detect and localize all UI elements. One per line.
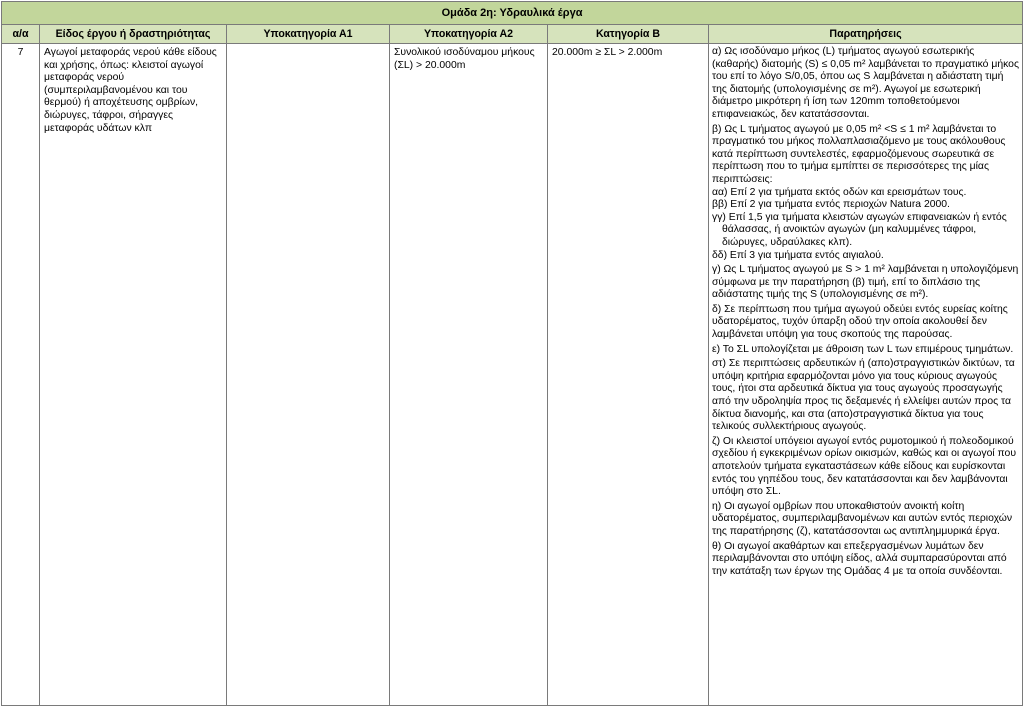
header-notes: Παρατηρήσεις: [709, 25, 1023, 44]
classification-table: [1, 1, 1023, 706]
header-subcategory-a2: Υποκατηγορία Α2: [390, 25, 548, 44]
header-project-type: Είδος έργου ή δραστηριότητας: [40, 25, 227, 44]
note-c: γ) Ως L τμήματος αγωγού με S > 1 m² λαμβάνεται η υπολογιζόμενη σύμφωνα με την παρατήρηση (β) τιμή, επί το διπλάσιο της αδιάστατης τιμής της S (υπολογισμένης σε m²).: [712, 264, 1019, 301]
note-b: β) Ως L τμήματος αγωγού με 0,05 m² <S ≤ 1 m² λαμβάνεται το πραγματικό του μήκος πολλαπλασιαζόμενο με τους ακόλουθους κατά περίπτωση συντελεστές, εφαρμοζόμενους σωρευτικά σε περίπτωση που το τμήμα εμπίπτει σε περισσότερες της μίας περιπτώσεις:: [712, 123, 1006, 185]
subcategory-a2-text: Συνολικού ισοδύναμου μήκους (ΣL) > 20.000m: [394, 47, 535, 71]
note-h: η) Οι αγωγοί ομβρίων που υποκαθιστούν ανοικτή κοίτη υδατορέματος, συμπεριλαμβανομένων και αυτών εντός περιοχών της παρατήρησης (ζ), κατατάσσονται ως αντιπλημμυρικά έργα.: [712, 500, 1013, 537]
table-row: [2, 44, 1023, 706]
note-b-dd: δδ) Επί 3 για τμήματα εντός αιγιαλού.: [712, 249, 884, 261]
header-category-b: Κατηγορία Β: [548, 25, 709, 44]
note-d: δ) Σε περίπτωση που τμήμα αγωγού οδεύει εντός ευρείας κοίτης υδατορέματος, τυχόν ύπαρξη οδού την οποία ακολουθεί δεν λαμβάνεται υπόψη για τους σκοπούς της παρούσας.: [712, 303, 1008, 341]
note-e: ε) Το ΣL υπολογίζεται με άθροιση των L των επιμέρους τμημάτων.: [712, 343, 1014, 355]
note-st: στ) Σε περιπτώσεις αρδευτικών ή (απο)στραγγιστικών δικτύων, τα υπόψη κριτήρια εφαρμόζονται μόνο για τους κύριους αγωγούς τους, ήτοι στα αρδευτικά δίκτυα για τους αγωγούς προσαγωγής από την υδροληψία προς τις δεξαμενές ή ελλείψει αυτών προς τα δίκτυα διανομής, και στα (απο)στραγγιστικά δίκτυα για τους τελικούς συλλεκτήριους αγωγούς.: [712, 358, 1015, 433]
group-title: Ομάδα 2η: Υδραυλικά έργα: [2, 2, 1023, 25]
note-z: ζ) Οι κλειστοί υπόγειοι αγωγοί εντός ρυμοτομικού ή πολεοδομικού σχεδίου ή εγκεκριμένων ορίων οικισμών, καθώς και οι αγωγοί που αποτελούν τμήματα εγκαταστάσεων κάθε είδους και ευρίσκονται εντός του γηπέδου τους, δεν κατατάσσονται και δεν λαμβάνονται υπόψη στο ΣL.: [712, 435, 1017, 498]
group-header-row: [2, 2, 1023, 25]
column-header-row: [2, 25, 1023, 44]
category-b-text: 20.000m ≥ ΣL > 2.000m: [552, 47, 663, 58]
header-aa: α/α: [2, 25, 40, 44]
project-type-text: Αγωγοί μεταφοράς νερού κάθε είδους και χρήσης, όπως: κλειστοί αγωγοί μεταφοράς νερού (συμπεριλαμβανομένου και του θερμού) ή αποχέτευσης ομβρίων, διώρυγες, τάφροι, σήραγγες μεταφοράς υδάτων κλπ: [44, 47, 217, 134]
note-b-aa: αα) Επί 2 για τμήματα εκτός οδών και ερεισμάτων τους.: [712, 186, 967, 198]
notes-block: [709, 44, 1022, 578]
subcategory-a1-text: [227, 44, 389, 47]
cell-project-type: [40, 44, 227, 706]
cell-notes: [709, 44, 1023, 706]
note-a: α) Ως ισοδύναμο μήκος (L) τμήματος αγωγού εσωτερικής (καθαρής) διατομής (S) ≤ 0,05 m² λαμβάνεται το πραγματικό μήκος του επί το λόγο S/0,05, όπου ως S λαμβάνεται η αδιάστατη τιμή της διατομής (υπολογισμένης σε m²). Αγωγοί με εσωτερική διάμετρο μικρότερη ή ίση των 120mm τοποθετούμενοι επιφανειακώς, δεν κατατάσσονται.: [712, 46, 1019, 120]
cell-category-b: [548, 44, 709, 706]
cell-subcategory-a1: [227, 44, 390, 706]
header-subcategory-a1: Υποκατηγορία Α1: [227, 25, 390, 44]
note-th: θ) Οι αγωγοί ακαθάρτων και επεξεργασμένων λυμάτων δεν περιλαμβάνονται στο υπόψη είδος, αλλά συμπαρασύρονται από την κατάταξη των έργων της Ομάδας 4 με τα οποία συνδέονται.: [712, 540, 1007, 577]
note-b-bb: ββ) Επί 2 για τμήματα εντός περιοχών Natura 2000.: [712, 199, 950, 211]
cell-subcategory-a2: [390, 44, 548, 706]
note-b-gg: γγ) Επί 1,5 για τμήματα κλειστών αγωγών επιφανειακών ή εντός θάλασσας, ή ανοικτών αγωγών (μη καλυμμένες τάφροι, διώρυγες, υδραύλακες κλπ).: [712, 211, 1007, 248]
cell-aa: 7: [2, 44, 40, 706]
